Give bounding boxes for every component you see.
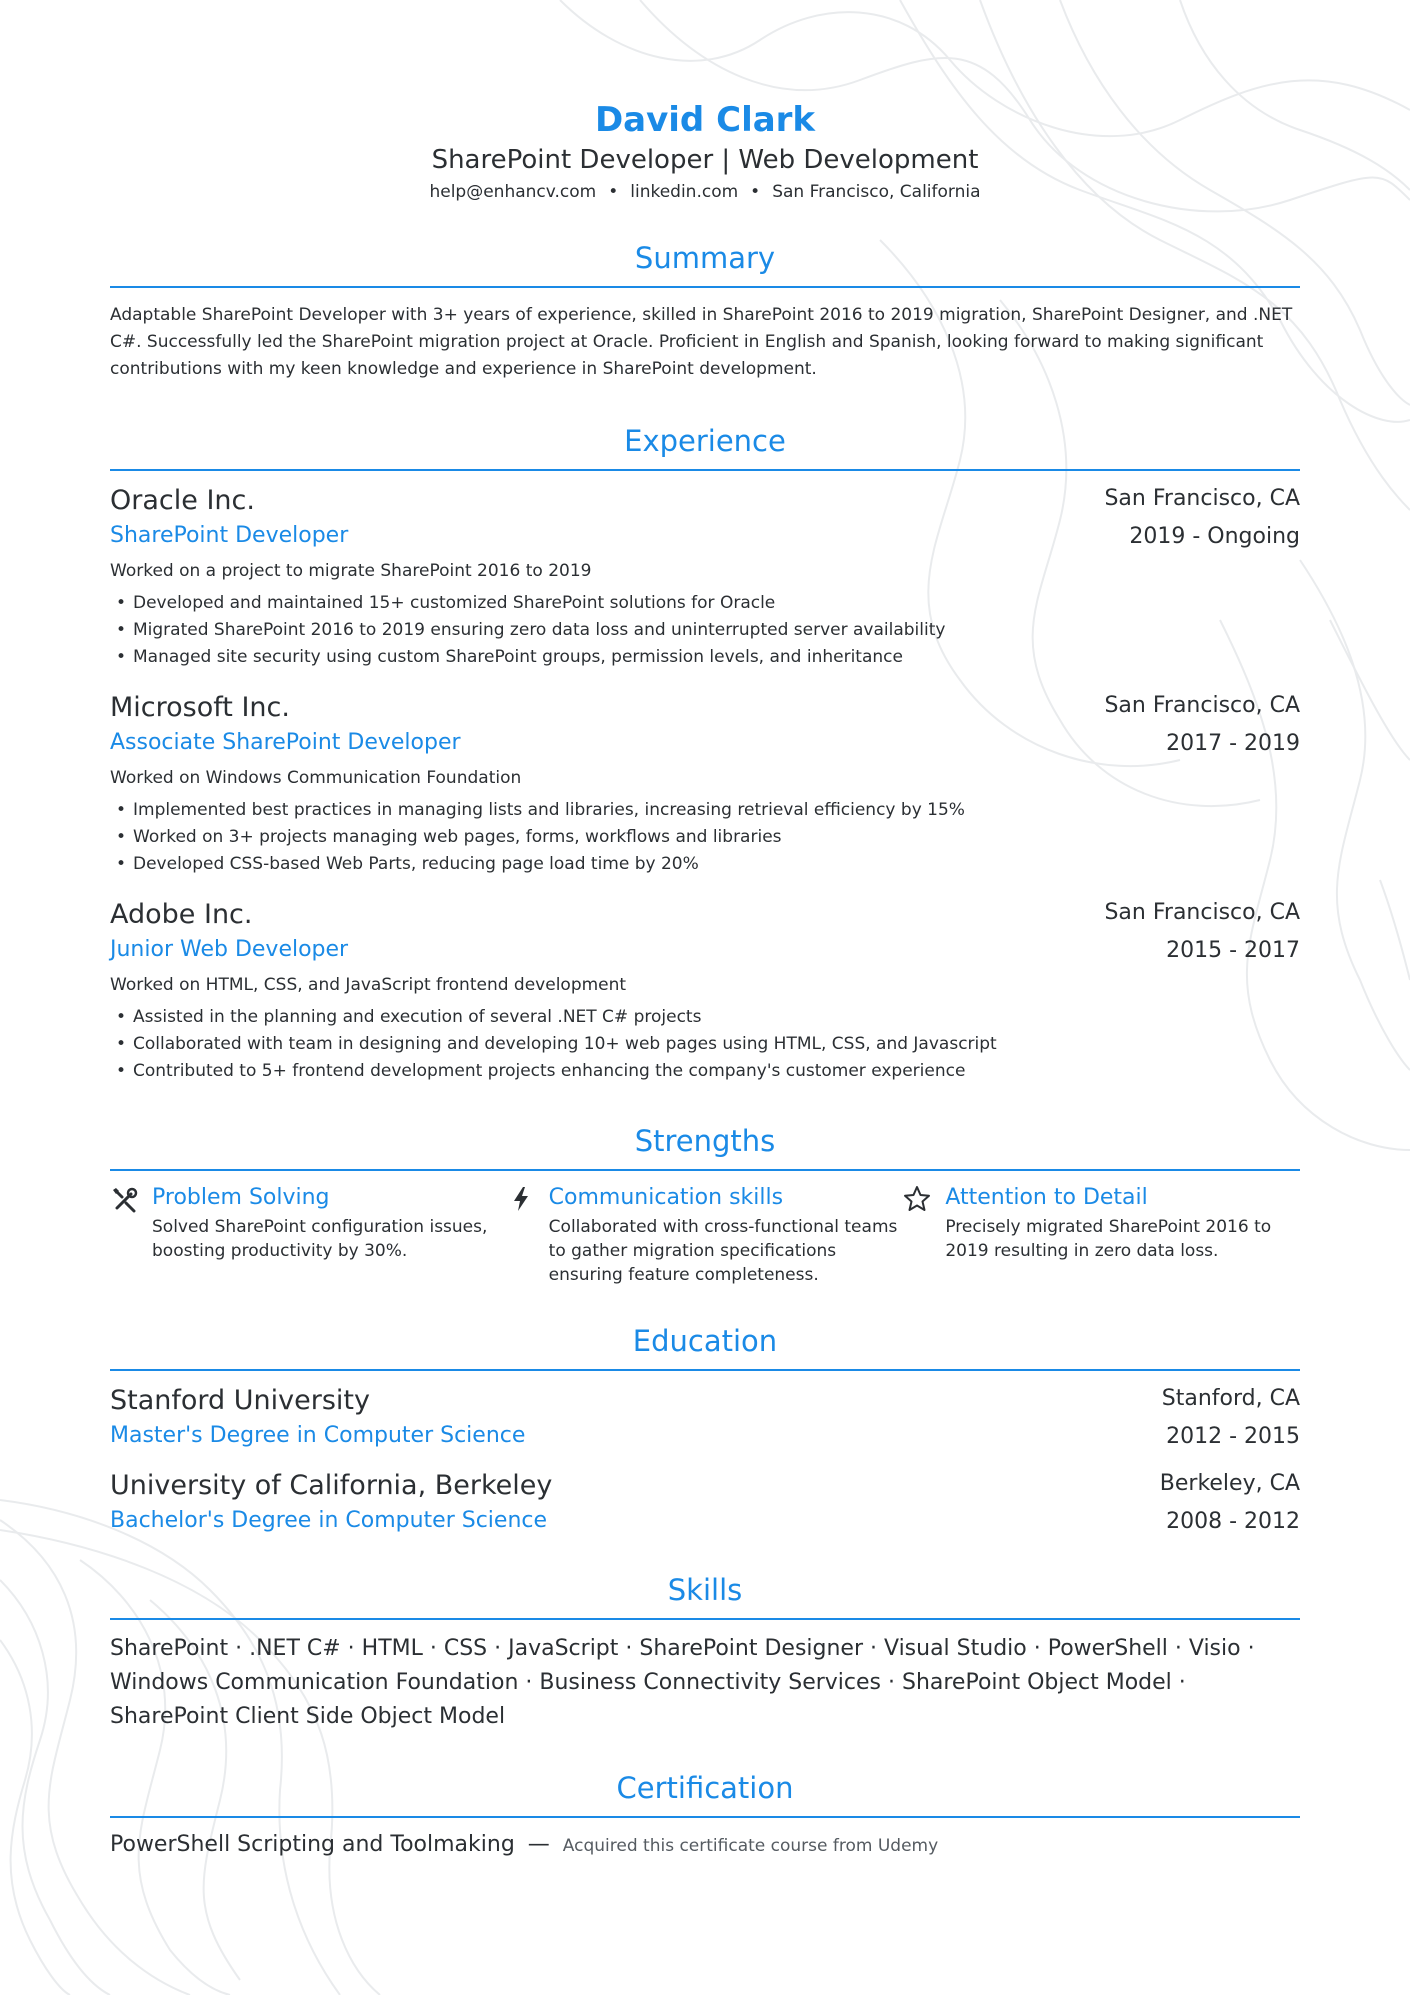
job-description: Worked on Windows Communication Foundation — [110, 768, 522, 788]
job-bullet: • Contributed to 5+ frontend development projects enhancing the company's customer experience — [110, 1058, 1300, 1085]
education-entry — [110, 1469, 1300, 1536]
education-section — [110, 1323, 1300, 1536]
job-bullets — [110, 797, 1300, 878]
school-location: Berkeley, CA — [1159, 1471, 1300, 1496]
job-bullet: • Managed site security using custom SharePoint groups, permission levels, and inheritance — [110, 644, 1300, 671]
certification-title: PowerShell Scripting and Toolmaking — [110, 1832, 515, 1857]
school-dates: 2008 - 2012 — [1166, 1509, 1300, 1534]
skills-list: SharePoint · .NET C# · HTML · CSS · JavaScript · SharePoint Designer · Visual Studio · PowerShell · Visio · Windows Communication Foundation · Business Connectivity Services · SharePoint Object Model · SharePoint Client Side Object Model — [110, 1636, 1255, 1729]
job-location: San Francisco, CA — [1104, 693, 1300, 718]
strength-item — [903, 1183, 1300, 1287]
resume-header — [110, 0, 1300, 204]
experience-section — [110, 423, 1300, 1085]
degree: Master's Degree in Computer Science — [110, 1423, 526, 1448]
strength-item — [110, 1183, 507, 1287]
job-description: Worked on HTML, CSS, and JavaScript frontend development — [110, 975, 627, 995]
school-name: University of California, Berkeley — [110, 1470, 553, 1501]
section-divider — [110, 469, 1300, 471]
contact-linkedin[interactable]: linkedin.com — [630, 182, 739, 202]
job-location: San Francisco, CA — [1104, 486, 1300, 511]
section-divider — [110, 1369, 1300, 1371]
job-bullet: • Assisted in the planning and execution of several .NET C# projects — [110, 1004, 1300, 1031]
contact-email[interactable]: help@enhancv.com — [429, 182, 597, 202]
tools-icon — [110, 1185, 138, 1213]
education-entry — [110, 1384, 1300, 1451]
section-divider — [110, 1618, 1300, 1620]
certification-separator: — — [527, 1832, 550, 1857]
school-location: Stanford, CA — [1161, 1386, 1300, 1411]
section-divider — [110, 1169, 1300, 1171]
contact-separator: • — [750, 182, 761, 202]
contact-location: San Francisco, California — [772, 182, 981, 202]
job-description: Worked on a project to migrate SharePoint 2016 to 2019 — [110, 561, 592, 581]
job-role: Associate SharePoint Developer — [110, 730, 461, 755]
school-dates: 2012 - 2015 — [1166, 1424, 1300, 1449]
section-divider — [110, 1816, 1300, 1818]
section-title-summary: Summary — [634, 241, 776, 275]
contact-separator: • — [608, 182, 619, 202]
summary-section — [110, 240, 1300, 383]
candidate-title: SharePoint Developer | Web Development — [431, 145, 979, 175]
company-name: Adobe Inc. — [110, 899, 253, 930]
job-bullets — [110, 590, 1300, 671]
certification-section — [110, 1770, 1300, 1861]
job-dates: 2015 - 2017 — [1166, 938, 1300, 963]
job-location: San Francisco, CA — [1104, 900, 1300, 925]
section-divider — [110, 286, 1300, 288]
strength-title: Problem Solving — [152, 1185, 330, 1210]
strength-item — [507, 1183, 904, 1287]
strength-description: Solved SharePoint configuration issues, boosting productivity by 30%. — [152, 1217, 488, 1261]
section-title-education: Education — [632, 1324, 778, 1358]
experience-entry — [110, 691, 1300, 878]
experience-entry — [110, 898, 1300, 1085]
skills-section — [110, 1572, 1300, 1734]
job-role: Junior Web Developer — [110, 937, 349, 962]
job-bullet: • Worked on 3+ projects managing web pages, forms, workflows and libraries — [110, 824, 1300, 851]
job-dates: 2017 - 2019 — [1166, 731, 1300, 756]
school-name: Stanford University — [110, 1385, 370, 1416]
resume-page — [110, 0, 1300, 1861]
job-bullets — [110, 1004, 1300, 1085]
experience-entry — [110, 484, 1300, 671]
company-name: Microsoft Inc. — [110, 692, 290, 723]
strength-description: Precisely migrated SharePoint 2016 to 2019 resulting in zero data loss. — [945, 1217, 1272, 1261]
strength-title: Communication skills — [548, 1185, 784, 1210]
job-bullet: • Migrated SharePoint 2016 to 2019 ensuring zero data loss and uninterrupted server availability — [110, 617, 1300, 644]
strengths-list — [110, 1183, 1300, 1287]
company-name: Oracle Inc. — [110, 485, 255, 516]
job-bullet: • Implemented best practices in managing lists and libraries, increasing retrieval efficiency by 15% — [110, 797, 1300, 824]
section-title-skills: Skills — [667, 1573, 743, 1607]
job-bullet: • Developed and maintained 15+ customized SharePoint solutions for Oracle — [110, 590, 1300, 617]
job-role: SharePoint Developer — [110, 523, 349, 548]
star-icon — [903, 1185, 931, 1213]
job-dates: 2019 - Ongoing — [1129, 524, 1300, 549]
strength-description: Collaborated with cross-functional teams to gather migration specifications ensuring feature completeness. — [548, 1217, 898, 1285]
candidate-name: David Clark — [594, 100, 816, 140]
section-title-experience: Experience — [624, 424, 786, 458]
job-bullet: • Collaborated with team in designing and developing 10+ web pages using HTML, CSS, and Javascript — [110, 1031, 1300, 1058]
section-title-strengths: Strengths — [634, 1124, 776, 1158]
summary-text: Adaptable SharePoint Developer with 3+ years of experience, skilled in SharePoint 2016 to 2019 migration, SharePoint Designer, and .NET C#. Successfully led the SharePoint migration project at Oracle. Proficient in English and Spanish, looking forward to making significant contributions with my keen knowledge and experience in SharePoint development. — [110, 305, 1293, 379]
certification-item — [110, 1830, 1300, 1861]
strengths-section — [110, 1123, 1300, 1287]
strength-title: Attention to Detail — [945, 1185, 1148, 1210]
certification-description: Acquired this certificate course from Udemy — [562, 1836, 939, 1856]
lightning-icon — [507, 1185, 535, 1213]
contact-line — [110, 180, 1300, 204]
degree: Bachelor's Degree in Computer Science — [110, 1508, 548, 1533]
section-title-certification: Certification — [616, 1771, 794, 1805]
job-bullet: • Developed CSS-based Web Parts, reducing page load time by 20% — [110, 851, 1300, 878]
